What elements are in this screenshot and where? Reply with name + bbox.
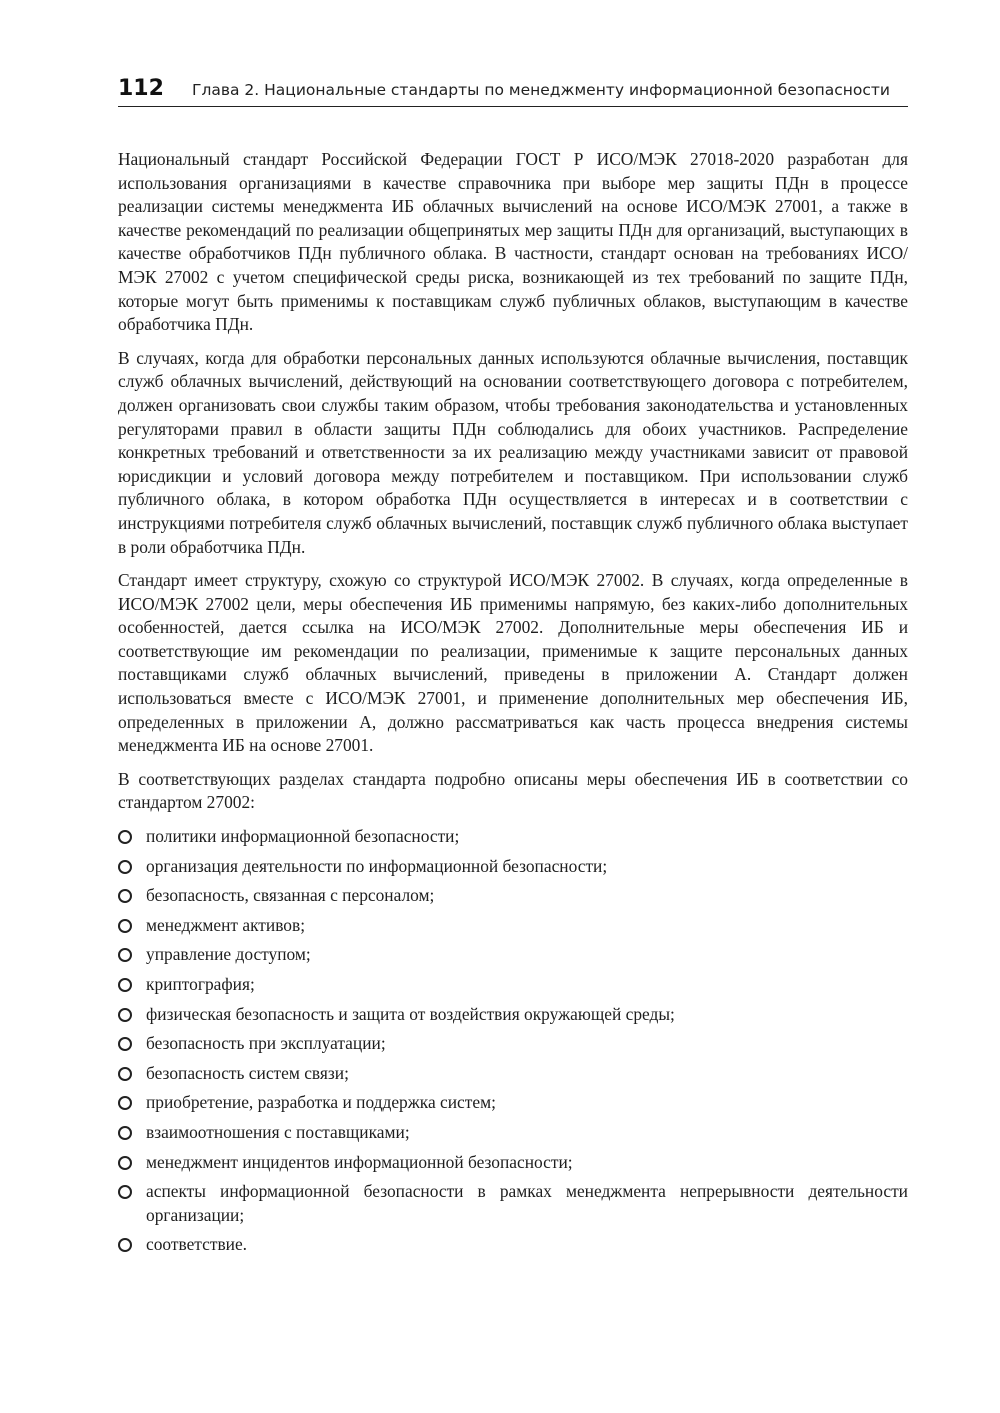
circle-bullet-icon — [118, 1238, 132, 1252]
list-item-text: менеджмент активов; — [146, 914, 306, 935]
circle-bullet-icon — [118, 1067, 132, 1081]
circle-bullet-icon — [118, 978, 132, 992]
list-item — [118, 855, 908, 879]
list-item-text: физическая безопасность и защита от воздействия окружающей среды; — [146, 1003, 675, 1024]
circle-bullet-icon — [118, 1096, 132, 1110]
list-item-text: организация деятельности по информационной безопасности; — [146, 855, 608, 876]
paragraph: В случаях, когда для обработки персональных данных используются облачные вычисления, поставщик служб облачных вычислений, действующий на основании соответствующего договора с потребителем, должен организовать свои службы таким образом, чтобы требования законодательства и установленных регуляторами правил в области защиты ПДн соблюдались для обоих участников. Распределение конкретных требований и ответственности за их реализацию между участниками зависит от правовой юрисдикции и условий договора между потребителем и поставщиком. При использовании служб публичного облака, в котором обработка ПДн осуществляется в интересах и в соответствии с инструкциями потребителя служб облачных вычислений, поставщик служб публичного облака выступает в роли обработчика ПДн. — [118, 347, 908, 557]
circle-bullet-icon — [118, 889, 132, 903]
circle-bullet-icon — [118, 1126, 132, 1140]
page-number: 112 — [118, 76, 164, 101]
list-item — [118, 1091, 908, 1115]
list-item — [118, 1032, 908, 1056]
list-item — [118, 1121, 908, 1145]
list-item-text: соответствие. — [146, 1234, 248, 1255]
list-item — [118, 1180, 908, 1227]
page-body — [118, 148, 908, 1263]
paragraph: Стандарт имеет структуру, схожую со структурой ИСО/МЭК 27002. В случаях, когда определенные в ИСО/МЭК 27002 цели, меры обеспечения ИБ применимы напрямую, без каких-либо дополнительных особенностей, дается ссылка на ИСО/МЭК 27002. Дополнительные меры обеспечения ИБ и соответствующие им рекомендации по реализации, применимые к защите персональных данных поставщиками служб облачных вычислений, приведены в приложении А. Стандарт должен использоваться вместе с ИСО/МЭК 27001, и применение дополнительных мер обеспечения ИБ, определенных в приложении А, должно рассматриваться как часть процесса внедрения системы менеджмента ИБ на основе 27001. — [118, 570, 908, 756]
circle-bullet-icon — [118, 1185, 132, 1199]
list-item — [118, 1003, 908, 1027]
paragraph: В соответствующих разделах стандарта подробно описаны меры обеспечения ИБ в соответствии со стандартом 27002: — [118, 768, 908, 813]
list-item-text: безопасность при эксплуатации; — [146, 1033, 386, 1054]
list-item — [118, 1233, 908, 1257]
list-item — [118, 943, 908, 967]
list-item — [118, 973, 908, 997]
list-item-text: безопасность, связанная с персоналом; — [146, 885, 435, 906]
list-item-text: управление доступом; — [146, 944, 311, 965]
list-item — [118, 884, 908, 908]
paragraph: Национальный стандарт Российской Федерации ГОСТ Р ИСО/МЭК 27018-2020 разработан для использования организациями в качестве справочника при выборе мер защиты ПДн в процессе реализации системы менеджмента ИБ облачных вычислений на основе ИСО/МЭК 27001, а также в качестве рекомендаций по реализации общепринятых мер защиты ПДн для организаций, выступающих в качестве обработчиков ПДн публичного облака. В частности, стандарт основан на требованиях ИСО/МЭК 27002 с учетом специфической среды риска, возникающей из тех требований по защите ПДн, которые могут быть применимы к поставщикам служб публичных облаков, выступающим в качестве обработчика ПДн. — [118, 149, 908, 335]
list-item-text: аспекты информационной безопасности в рамках менеджмента непрерывности деятельности организации; — [146, 1181, 908, 1225]
list-item — [118, 1062, 908, 1086]
list-item — [118, 914, 908, 938]
chapter-title: Глава 2. Национальные стандарты по менеджменту информационной безопасности — [192, 81, 890, 99]
measures-list — [118, 825, 908, 1257]
circle-bullet-icon — [118, 1156, 132, 1170]
list-item-text: политики информационной безопасности; — [146, 826, 460, 847]
circle-bullet-icon — [118, 1008, 132, 1022]
list-item — [118, 1151, 908, 1175]
circle-bullet-icon — [118, 948, 132, 962]
circle-bullet-icon — [118, 919, 132, 933]
circle-bullet-icon — [118, 1037, 132, 1051]
list-item-text: менеджмент инцидентов информационной безопасности; — [146, 1151, 573, 1172]
circle-bullet-icon — [118, 860, 132, 874]
list-item-text: криптография; — [146, 974, 255, 994]
list-item — [118, 825, 908, 849]
circle-bullet-icon — [118, 830, 132, 844]
running-header — [118, 76, 908, 107]
list-item-text: приобретение, разработка и поддержка систем; — [146, 1092, 496, 1113]
list-item-text: взаимоотношения с поставщиками; — [146, 1121, 410, 1142]
list-item-text: безопасность систем связи; — [146, 1062, 349, 1083]
